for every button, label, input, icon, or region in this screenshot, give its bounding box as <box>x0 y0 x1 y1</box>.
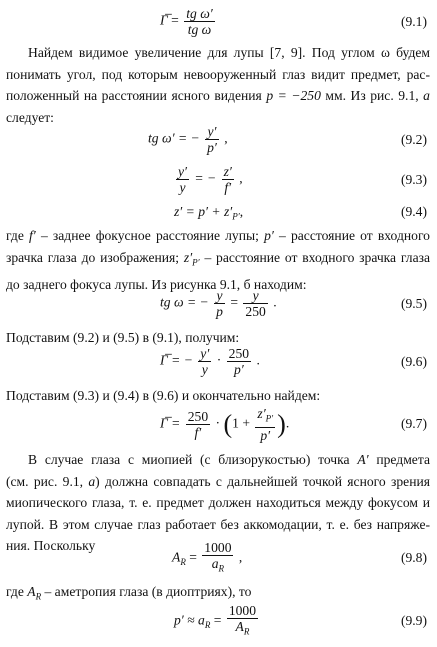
paragraph-intro <box>6 42 430 128</box>
numerator: tg ω′ <box>186 6 213 21</box>
equation-number: (9.1) <box>400 14 427 29</box>
equation-number: (9.5) <box>400 296 427 311</box>
paragraph-substitute-2 <box>6 385 430 407</box>
formula: Γ̅ = − $\frac{y'}{y}$ · $\frac{250}{p'}$ . <box>160 346 260 377</box>
text-line: Подставим (9.2) и (9.5) в (9.1), получим: <box>6 330 240 345</box>
text-line: В случае глаза с миопией (с близорукостью) точка A′ предмета <box>28 452 430 467</box>
equation-number: (9.2) <box>400 132 427 147</box>
formula: $z' = p' + z'_{P'}$, <box>174 204 244 222</box>
formula: tg ω′ = − $\frac{y'}{p'}$ , <box>148 124 228 155</box>
text-line: зрачка глаза до изображения; $z'_{P'}$ – расстояние от входного зрачка глаза <box>6 249 431 268</box>
text-line: положенный на расстоянии ясного видения p = −250 мм. Из рис. 9.1, а <box>6 88 430 103</box>
equation-9-7 <box>0 406 437 446</box>
equation-9-3 <box>0 164 437 200</box>
text-line: Найдем видимое увеличение для лупы [7, 9]. Под углом ω будем <box>28 45 430 60</box>
text-line: понимать угол, под которым невооруженный глаз видит предмет, рас- <box>6 66 430 82</box>
equation-number: (9.7) <box>400 416 427 431</box>
gamma-symbol: Γ̅ <box>160 12 168 28</box>
text-line: где $A_R$ – аметропия глаза (в диоптриях), то <box>6 584 252 602</box>
formula: $A_R$ = $\frac{1000}{a_R}$ , <box>172 540 243 574</box>
equation-9-8 <box>0 540 437 578</box>
text-line: лупой. В этом случае глаз работает без аккомодации, т. е. без напряже- <box>6 516 430 532</box>
text-line: ния. Поскольку <box>6 538 96 553</box>
equation-number: (9.9) <box>400 613 427 628</box>
text-line: (см. рис. 9.1, а) должна совпадать с дальнейшей точкой ясного зрения <box>6 473 430 489</box>
formula: tg ω = − $\frac{y}{p}$ = $\frac{y}{250}$ . <box>160 288 277 319</box>
equation-9-9 <box>0 603 437 643</box>
text-line: следует: <box>6 109 54 125</box>
fraction <box>184 6 215 37</box>
denominator: tg ω <box>187 22 212 37</box>
text-line: миопического глаза, т. е. предмет должен находиться между фокусом и <box>6 495 430 510</box>
formula: $p' \approx a_R$ = $\frac{1000}{A_R}$ <box>174 603 256 637</box>
paragraph-definitions <box>6 225 430 295</box>
equation-9-4 <box>0 204 437 224</box>
equation-9-1 <box>0 6 437 42</box>
formula: $\frac{y'}{y}$ = − $\frac{z'}{f'}$ , <box>178 164 243 195</box>
equation-number: (9.8) <box>400 550 427 565</box>
text-line: Подставим (9.3) и (9.4) в (9.6) и окончательно найдем: <box>6 388 321 403</box>
equation-9-5 <box>0 288 437 324</box>
text-line: до заднего фокуса лупы. Из рисунка 9.1, б находим: <box>6 276 307 292</box>
equation-number: (9.6) <box>400 354 427 369</box>
formula: Γ̅ = $\frac{\text{tg ω′}}{\text{tg ω}}$ <box>160 6 213 37</box>
equation-9-6 <box>0 346 437 382</box>
equation-number: (9.3) <box>400 172 427 187</box>
text-line: где f′ – заднее фокусное расстояние лупы; p′ – расстояние от входного <box>6 228 430 243</box>
equation-9-2 <box>0 124 437 160</box>
formula: Γ̅ = $\frac{250}{f'}$ · (1 + $\frac{z'_{P'}}{p'}$ ). <box>160 406 290 443</box>
equation-number: (9.4) <box>400 204 427 219</box>
